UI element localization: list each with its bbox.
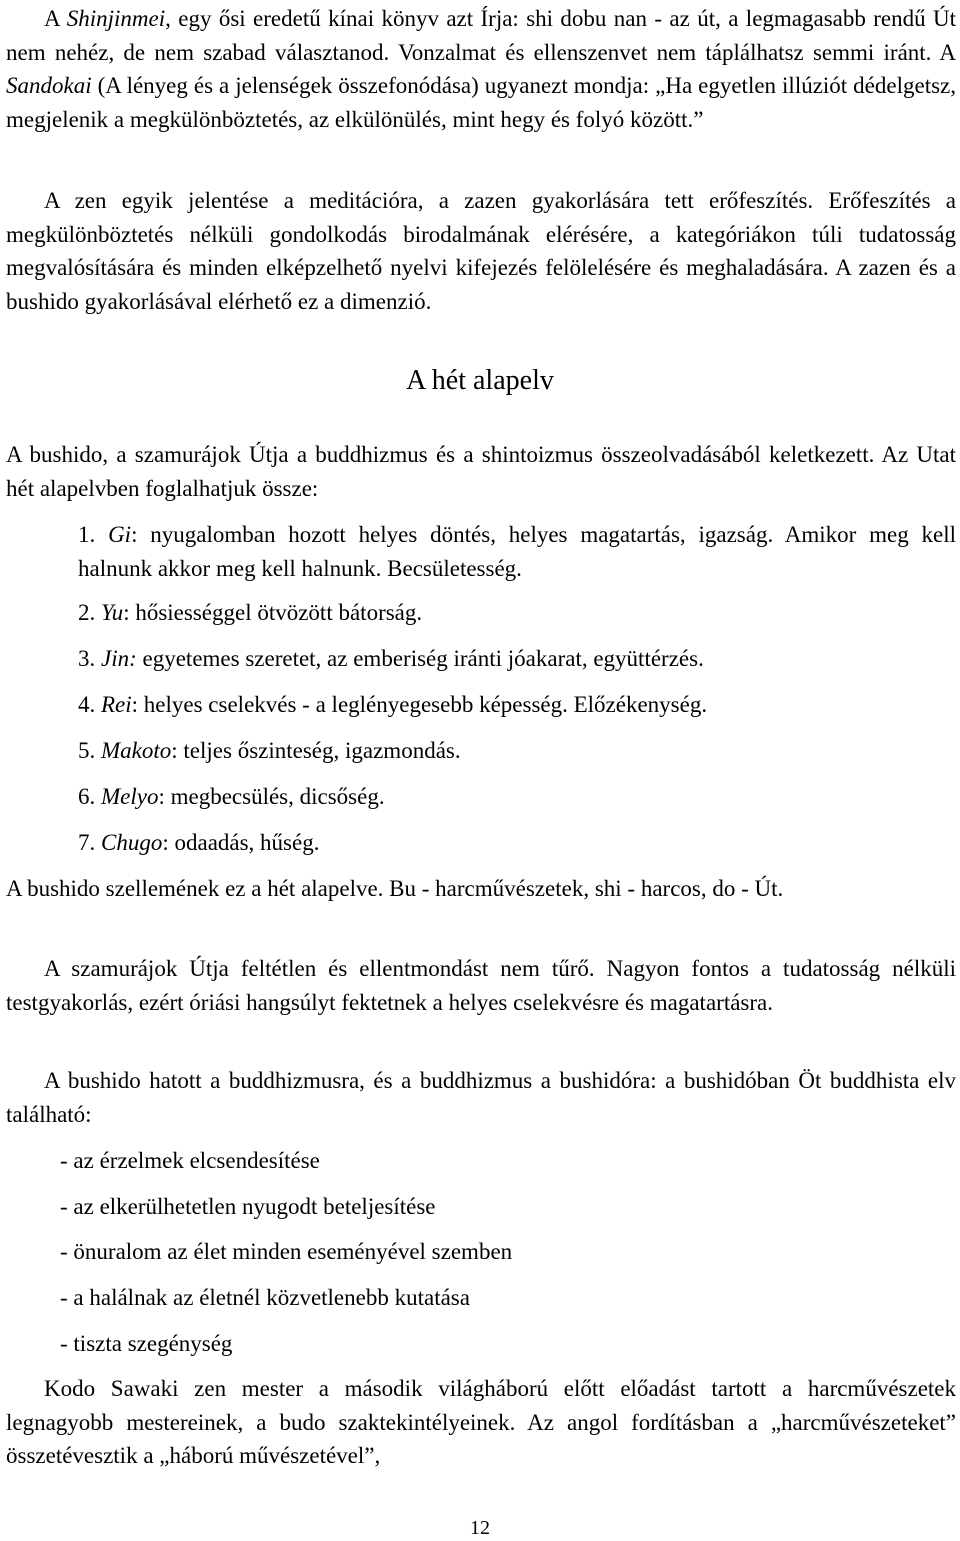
item-text: odaadás, hűség. bbox=[174, 830, 320, 855]
item-term: Gi bbox=[108, 522, 132, 547]
text-run: (A lényeg és a jelenségek összefonódása) ugyanezt mondja: „Ha egyetlen illúziót dédelgetsz, megjelenik a megkülönböztetés, az elkülönülés, mint hegy és folyó között.” bbox=[6, 73, 956, 132]
text-run: A bbox=[44, 6, 67, 31]
item-number: 6. bbox=[78, 784, 101, 809]
paragraph-buddhism: A bushido hatott a buddhizmusra, és a buddhizmus a bushidóra: a bushidóban Öt buddhista elv található: bbox=[6, 1068, 956, 1127]
item-text: megbecsülés, dicsőség. bbox=[170, 784, 385, 809]
item-text: nyugalomban hozott helyes döntés, helyes magatartás, igazság. Amikor meg kell halnunk akkor meg kell halnunk. Becsületesség. bbox=[78, 522, 957, 581]
book-title-shinjinmei: Shinjinmei bbox=[66, 6, 166, 31]
paragraph-bushido-summary: A bushido szellemének ez a hét alapelve. Bu - harcművészetek, shi - harcos, do - Út. bbox=[6, 876, 784, 901]
list-item bbox=[78, 780, 956, 814]
item-term: Jin: bbox=[101, 646, 137, 671]
item-number: 3. bbox=[78, 646, 101, 671]
item-separator: : bbox=[158, 784, 171, 809]
item-term: Yu bbox=[101, 600, 124, 625]
paragraph-zen-effort: A zen egyik jelentése a meditációra, a zazen gyakorlására tett erőfeszítés. Erőfeszítés a megkülönböztetés nélküli gondolkodás birodalmának elérésére, a kategóriákon túli tudatosság megvalósítására és minden elképzelhető nyelvi kifejezés felölelésére és meghaladására. A zazen és a bushido gyakorlásával elérhető ez a dimenzió. bbox=[6, 188, 956, 314]
list-item bbox=[78, 734, 956, 768]
paragraph-kodo-sawaki: Kodo Sawaki zen mester a második világháború előtt előadást tartott a harcművészetek legnagyobb mestereinek, a budo szaktekintélyeinek. Az angol fordításban a „harcművészeteket” összetévesztik a „háború művészetével”, bbox=[6, 1376, 956, 1468]
list-item bbox=[78, 596, 956, 630]
list-item bbox=[78, 826, 956, 860]
item-number: 1. bbox=[78, 522, 109, 547]
section-heading: A hét alapelv bbox=[406, 365, 554, 396]
list-item bbox=[78, 642, 956, 676]
item-separator: : bbox=[162, 830, 175, 855]
paragraph-bushido-intro: A bushido, a szamurájok Útja a buddhizmus és a shintoizmus összeolvadásából keletkezett. Az Utat hét alapelvben foglalhatjuk össze: bbox=[6, 442, 956, 501]
page-number: 12 bbox=[470, 1517, 490, 1539]
list-item: - az érzelmek elcsendesítése bbox=[60, 1148, 320, 1173]
text-run: , egy ősi eredetű kínai könyv azt Írja: shi dobu nan - az út, a legmagasabb rendű Út nem nehéz, de nem szabad választanod. Vonzalmat és ellenszenvet nem táplálhatsz semmi iránt. A bbox=[6, 6, 956, 65]
item-text: egyetemes szeretet, az emberiség iránti jóakarat, együttérzés. bbox=[142, 646, 704, 671]
list-item bbox=[78, 688, 956, 722]
item-term: Melyo bbox=[101, 784, 159, 809]
item-number: 7. bbox=[78, 830, 101, 855]
list-item: - önuralom az élet minden eseményével szemben bbox=[60, 1239, 513, 1264]
item-separator: : bbox=[131, 522, 151, 547]
item-text: teljes őszinteség, igazmondás. bbox=[183, 738, 461, 763]
item-number: 5. bbox=[78, 738, 101, 763]
item-number: 2. bbox=[78, 600, 101, 625]
item-text: helyes cselekvés - a leglényegesebb képesség. Előzékenység. bbox=[143, 692, 708, 717]
item-text: hősiességgel ötvözött bátorság. bbox=[135, 600, 423, 625]
item-separator: : bbox=[171, 738, 184, 763]
item-term: Makoto bbox=[101, 738, 172, 763]
item-number: 4. bbox=[78, 692, 101, 717]
list-item: - tiszta szegénység bbox=[60, 1331, 233, 1356]
paragraph-samurai-way: A szamurájok Útja feltétlen és ellentmondást nem tűrő. Nagyon fontos a tudatosság nélküli testgyakorlás, ezért óriási hangsúlyt fektetnek a helyes cselekvésre és magatartásra. bbox=[6, 956, 956, 1015]
book-title-sandokai: Sandokai bbox=[6, 73, 92, 98]
item-term: Rei bbox=[101, 692, 132, 717]
item-separator: : bbox=[123, 600, 136, 625]
paragraph-shinjinmei bbox=[6, 2, 956, 136]
list-item bbox=[78, 518, 956, 585]
list-item: - az elkerülhetetlen nyugodt beteljesítése bbox=[60, 1194, 436, 1219]
list-item: - a halálnak az életnél közvetlenebb kutatása bbox=[60, 1285, 470, 1310]
item-term: Chugo bbox=[101, 830, 163, 855]
item-separator: : bbox=[131, 692, 144, 717]
